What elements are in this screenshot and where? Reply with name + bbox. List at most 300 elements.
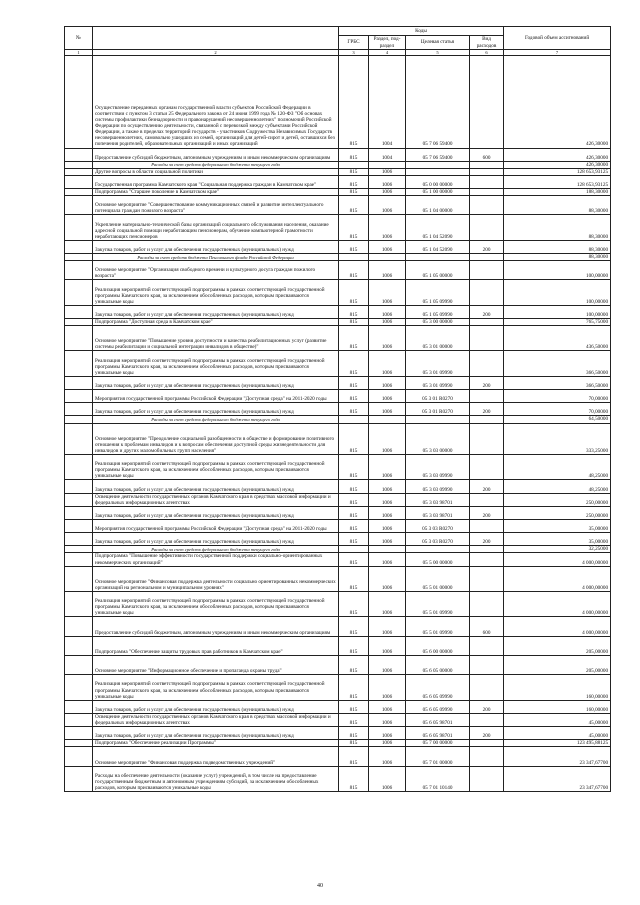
row-target-article bbox=[406, 546, 470, 553]
row-grbs: 815 bbox=[339, 189, 369, 196]
row-target-article: 05 3 03 09990 bbox=[406, 455, 470, 480]
row-description: Основное мероприятие "Совершенствование коммуникационных связей и развитие интеллектуального потенциала граждан пожилого возраста" bbox=[93, 196, 339, 215]
row-expense-type bbox=[470, 519, 504, 532]
table-row bbox=[65, 675, 611, 700]
row-section: 1006 bbox=[369, 351, 406, 376]
row-number-cell bbox=[65, 240, 93, 253]
row-grbs: 815 bbox=[339, 747, 369, 766]
row-grbs bbox=[339, 161, 369, 168]
row-target-article: 05 3 03 R0270 bbox=[406, 533, 470, 546]
row-expense-type bbox=[470, 553, 504, 566]
row-amount: 426,30000 bbox=[504, 56, 611, 149]
row-grbs: 815 bbox=[339, 261, 369, 280]
col-num-6: 6 bbox=[470, 50, 504, 56]
row-target-article bbox=[406, 416, 470, 423]
table-row bbox=[65, 553, 611, 566]
row-grbs: 815 bbox=[339, 175, 369, 188]
row-section bbox=[369, 546, 406, 553]
row-number-cell bbox=[65, 700, 93, 713]
row-amount: 48,25000 bbox=[504, 480, 611, 493]
row-description: Другие вопросы в области социальной политики bbox=[93, 168, 339, 175]
row-expense-type: 600 bbox=[470, 617, 504, 636]
row-description: Закупка товаров, работ и услуг для обеспечения государственных (муниципальных) нужд bbox=[93, 533, 339, 546]
row-number-cell bbox=[65, 148, 93, 161]
row-grbs: 815 bbox=[339, 480, 369, 493]
row-target-article: 05 7 06 59400 bbox=[406, 148, 470, 161]
row-description: Основное мероприятие "Информационное обеспечение и пропаганда охраны труда" bbox=[93, 656, 339, 675]
table-row bbox=[65, 423, 611, 455]
row-description: Закупка товаров, работ и услуг для обеспечения государственных (муниципальных) нужд bbox=[93, 727, 339, 740]
row-target-article: 05 7 00 00000 bbox=[406, 740, 470, 747]
row-target-article: 05 3 03 R0270 bbox=[406, 519, 470, 532]
row-amount: 88,30000 bbox=[504, 254, 611, 261]
row-number-cell bbox=[65, 713, 93, 726]
funding-note-row bbox=[65, 416, 611, 423]
row-grbs: 815 bbox=[339, 56, 369, 149]
row-amount: 188,30000 bbox=[504, 189, 611, 196]
row-section: 1006 bbox=[369, 656, 406, 675]
row-amount: 23 347,67700 bbox=[504, 766, 611, 791]
row-number-cell bbox=[65, 675, 93, 700]
row-expense-type bbox=[470, 566, 504, 591]
table-row bbox=[65, 240, 611, 253]
row-section: 1006 bbox=[369, 713, 406, 726]
row-grbs: 815 bbox=[339, 455, 369, 480]
row-description: Расходы за счет средств федерального бюджета текущего года bbox=[93, 161, 339, 168]
row-amount: 35,00000 bbox=[504, 533, 611, 546]
table-row bbox=[65, 215, 611, 240]
row-number-cell bbox=[65, 656, 93, 675]
row-expense-type: 200 bbox=[470, 700, 504, 713]
col-num-2: 2 bbox=[93, 50, 339, 56]
row-number-cell bbox=[65, 480, 93, 493]
row-description: Расходы за счет средств федерального бюджета текущего года bbox=[93, 416, 339, 423]
table-row bbox=[65, 455, 611, 480]
row-amount: 4 000,00000 bbox=[504, 553, 611, 566]
row-grbs bbox=[339, 546, 369, 553]
row-section: 1006 bbox=[369, 215, 406, 240]
row-grbs: 815 bbox=[339, 351, 369, 376]
col-num-3: 3 bbox=[339, 50, 369, 56]
row-expense-type: 200 bbox=[470, 727, 504, 740]
table-row bbox=[65, 148, 611, 161]
row-section: 1006 bbox=[369, 305, 406, 318]
row-number-cell bbox=[65, 254, 93, 261]
row-amount: 123 495,88125 bbox=[504, 740, 611, 747]
row-expense-type bbox=[470, 766, 504, 791]
row-expense-type bbox=[470, 261, 504, 280]
row-amount: 23 347,67700 bbox=[504, 747, 611, 766]
row-amount: 45,00000 bbox=[504, 727, 611, 740]
row-amount: 45,00000 bbox=[504, 713, 611, 726]
row-amount: 35,00000 bbox=[504, 519, 611, 532]
row-description: Подпрограмма "Обеспечение защиты трудовых прав работников в Камчатском крае" bbox=[93, 636, 339, 655]
row-expense-type: 200 bbox=[470, 376, 504, 389]
row-target-article: 05 3 01 R0270 bbox=[406, 390, 470, 403]
row-description: Государственная программа Камчатского края "Социальная поддержка граждан в Камчатском крае" bbox=[93, 175, 339, 188]
row-amount: 205,00000 bbox=[504, 656, 611, 675]
row-section: 1006 bbox=[369, 740, 406, 747]
row-description: Расходы за счет средств бюджета Пенсионного фонда Российской Федерации bbox=[93, 254, 339, 261]
row-target-article: 05 1 05 09990 bbox=[406, 305, 470, 318]
row-grbs: 815 bbox=[339, 553, 369, 566]
row-target-article: 05 3 01 R0270 bbox=[406, 403, 470, 416]
row-description: Реализация мероприятий соответствующей подпрограммы в рамках соответствующей государственной программы Камчатского края, за исключением обособленных расходов, которым присваиваются уникальные коды bbox=[93, 455, 339, 480]
row-grbs: 815 bbox=[339, 636, 369, 655]
row-amount: 4 000,00000 bbox=[504, 592, 611, 617]
row-description: Осуществление переданных органам государственной власти субъектов Российской Федерации в соответствии с пунктом 3 статьи 25 Федерального закона от 24 июня 1999 года № 120-ФЗ "Об основах системы профилактики безнадзорности и правонарушений несовершеннолетних" полномочий Российской Федерации по осуществлению деятельности, связанной с перевозкой между субъектами Российской Федерации, а также в пределах территорий государств - участников Содружества Независимых Государств несовершеннолетних, самовольно ушедших из семей, организаций для детей-сирот и детей, оставшихся без попечения родителей, образовательных организаций и иных организаций bbox=[93, 56, 339, 149]
row-expense-type bbox=[470, 168, 504, 175]
row-section: 1006 bbox=[369, 519, 406, 532]
row-section: 1006 bbox=[369, 480, 406, 493]
row-description: Подпрограмма "Повышение эффективности государственной поддержки социально-ориентированных некоммерческих организаций" bbox=[93, 553, 339, 566]
row-section: 1006 bbox=[369, 280, 406, 305]
row-section: 1006 bbox=[369, 727, 406, 740]
row-grbs: 815 bbox=[339, 423, 369, 455]
row-expense-type bbox=[470, 636, 504, 655]
col-amount-header: Годовой объем ассигнований bbox=[504, 27, 611, 50]
row-description: Реализация мероприятий соответствующей подпрограммы в рамках соответствующей государственной программы Камчатского края, за исключением обособленных расходов, которым присваиваются уникальные коды bbox=[93, 351, 339, 376]
row-amount: 250,00000 bbox=[504, 506, 611, 519]
row-expense-type bbox=[470, 390, 504, 403]
row-grbs: 815 bbox=[339, 326, 369, 351]
row-amount: 4 000,00000 bbox=[504, 617, 611, 636]
table-row bbox=[65, 168, 611, 175]
row-section: 1004 bbox=[369, 148, 406, 161]
row-description: Закупка товаров, работ и услуг для обеспечения государственных (муниципальных) нужд bbox=[93, 376, 339, 389]
table-row bbox=[65, 376, 611, 389]
row-grbs: 815 bbox=[339, 675, 369, 700]
row-number-cell bbox=[65, 519, 93, 532]
col-num-5: 5 bbox=[406, 50, 470, 56]
row-grbs: 815 bbox=[339, 766, 369, 791]
row-number-cell bbox=[65, 533, 93, 546]
row-target-article: 05 5 01 09990 bbox=[406, 592, 470, 617]
row-amount: 160,00000 bbox=[504, 700, 611, 713]
row-target-article: 05 3 03 98701 bbox=[406, 493, 470, 506]
row-amount: 48,25000 bbox=[504, 455, 611, 480]
row-description: Закупка товаров, работ и услуг для обеспечения государственных (муниципальных) нужд bbox=[93, 506, 339, 519]
table-row bbox=[65, 727, 611, 740]
row-target-article: 05 5 01 00000 bbox=[406, 566, 470, 591]
row-section: 1006 bbox=[369, 766, 406, 791]
row-expense-type bbox=[470, 455, 504, 480]
row-expense-type bbox=[470, 161, 504, 168]
row-expense-type bbox=[470, 319, 504, 326]
row-grbs: 815 bbox=[339, 533, 369, 546]
row-section: 1006 bbox=[369, 506, 406, 519]
row-section: 1006 bbox=[369, 592, 406, 617]
row-expense-type: 200 bbox=[470, 240, 504, 253]
row-description: Освещение деятельности государственных органов Камчатского края в средствах массовой информации и федеральных информационных агентствах bbox=[93, 493, 339, 506]
row-amount: 64,50000 bbox=[504, 416, 611, 423]
row-expense-type: 200 bbox=[470, 305, 504, 318]
row-target-article: 05 7 01 10140 bbox=[406, 766, 470, 791]
row-amount: 88,30000 bbox=[504, 196, 611, 215]
row-target-article: 05 7 06 59400 bbox=[406, 56, 470, 149]
row-grbs: 815 bbox=[339, 196, 369, 215]
table-body bbox=[65, 56, 611, 792]
row-section: 1006 bbox=[369, 376, 406, 389]
table-row bbox=[65, 280, 611, 305]
table-row bbox=[65, 617, 611, 636]
row-description: Закупка товаров, работ и услуг для обеспечения государственных (муниципальных) нужд bbox=[93, 700, 339, 713]
row-description: Основное мероприятие "Повышение уровня доступности и качества реабилитационных услуг (развитие системы реабилитации и социальной интеграции инвалидов в обществе)" bbox=[93, 326, 339, 351]
row-number-cell bbox=[65, 390, 93, 403]
row-expense-type bbox=[470, 326, 504, 351]
row-expense-type bbox=[470, 56, 504, 149]
row-number-cell bbox=[65, 727, 93, 740]
table-row bbox=[65, 175, 611, 188]
row-amount: 366,50000 bbox=[504, 351, 611, 376]
col-no-header: № bbox=[65, 27, 93, 50]
row-number-cell bbox=[65, 175, 93, 188]
row-target-article bbox=[406, 254, 470, 261]
row-amount: 4 000,00000 bbox=[504, 566, 611, 591]
row-amount: 426,30000 bbox=[504, 161, 611, 168]
row-grbs: 815 bbox=[339, 376, 369, 389]
row-grbs: 815 bbox=[339, 319, 369, 326]
row-number-cell bbox=[65, 261, 93, 280]
table-row bbox=[65, 636, 611, 655]
row-amount: 366,50000 bbox=[504, 376, 611, 389]
row-grbs bbox=[339, 416, 369, 423]
row-section: 1006 bbox=[369, 168, 406, 175]
row-amount: 250,00000 bbox=[504, 493, 611, 506]
table-row bbox=[65, 747, 611, 766]
row-grbs: 815 bbox=[339, 740, 369, 747]
row-grbs: 815 bbox=[339, 519, 369, 532]
table-row bbox=[65, 506, 611, 519]
row-description: Основное мероприятие "Организация свободного времени и культурного досуга граждан пожилого возраста" bbox=[93, 261, 339, 280]
row-amount: 70,00000 bbox=[504, 390, 611, 403]
row-amount: 88,30000 bbox=[504, 215, 611, 240]
row-expense-type bbox=[470, 351, 504, 376]
row-grbs: 815 bbox=[339, 656, 369, 675]
table-row bbox=[65, 713, 611, 726]
row-grbs: 815 bbox=[339, 713, 369, 726]
row-description: Расходы за счет средств федерального бюджета текущего года bbox=[93, 546, 339, 553]
row-expense-type bbox=[470, 546, 504, 553]
row-target-article: 05 6 05 09990 bbox=[406, 700, 470, 713]
row-target-article: 05 6 05 00000 bbox=[406, 656, 470, 675]
row-expense-type bbox=[470, 416, 504, 423]
page-number: 40 bbox=[317, 883, 323, 889]
table-row bbox=[65, 261, 611, 280]
row-grbs: 815 bbox=[339, 403, 369, 416]
row-number-cell bbox=[65, 351, 93, 376]
row-section: 1006 bbox=[369, 390, 406, 403]
row-section: 1006 bbox=[369, 403, 406, 416]
row-expense-type: 600 bbox=[470, 148, 504, 161]
table-row bbox=[65, 700, 611, 713]
row-expense-type bbox=[470, 254, 504, 261]
table-row bbox=[65, 305, 611, 318]
row-description: Основное мероприятие "Финансовая поддержка подведомственных учреждений" bbox=[93, 747, 339, 766]
row-section: 1006 bbox=[369, 196, 406, 215]
row-section bbox=[369, 161, 406, 168]
row-grbs bbox=[339, 254, 369, 261]
row-description: Закупка товаров, работ и услуг для обеспечения государственных (муниципальных) нужд bbox=[93, 240, 339, 253]
row-section: 1006 bbox=[369, 455, 406, 480]
row-target-article: 05 1 05 00000 bbox=[406, 261, 470, 280]
row-expense-type bbox=[470, 215, 504, 240]
row-target-article: 05 1 04 00000 bbox=[406, 196, 470, 215]
row-description: Подпрограмма "Обеспечение реализации Программы" bbox=[93, 740, 339, 747]
row-number-cell bbox=[65, 423, 93, 455]
row-grbs: 815 bbox=[339, 566, 369, 591]
row-expense-type bbox=[470, 740, 504, 747]
funding-note-row bbox=[65, 161, 611, 168]
row-number-cell bbox=[65, 416, 93, 423]
row-number-cell bbox=[65, 215, 93, 240]
row-expense-type bbox=[470, 675, 504, 700]
row-target-article: 05 6 05 98701 bbox=[406, 713, 470, 726]
table-row bbox=[65, 326, 611, 351]
row-target-article: 05 3 01 09990 bbox=[406, 376, 470, 389]
row-description: Реализация мероприятий соответствующей подпрограммы в рамках соответствующей государственной программы Камчатского края, за исключением обособленных расходов, которым присваиваются уникальные коды bbox=[93, 592, 339, 617]
table-row bbox=[65, 189, 611, 196]
row-expense-type bbox=[470, 175, 504, 188]
col-section-header: Раздел, под-раздел bbox=[369, 36, 406, 50]
table-row bbox=[65, 351, 611, 376]
row-amount: 436,50000 bbox=[504, 326, 611, 351]
row-expense-type bbox=[470, 592, 504, 617]
row-target-article: 05 3 03 09990 bbox=[406, 480, 470, 493]
row-expense-type bbox=[470, 189, 504, 196]
row-target-article: 05 3 03 00000 bbox=[406, 423, 470, 455]
row-grbs: 815 bbox=[339, 148, 369, 161]
funding-note-row bbox=[65, 254, 611, 261]
row-number-cell bbox=[65, 747, 93, 766]
row-grbs: 815 bbox=[339, 592, 369, 617]
col-num-7: 7 bbox=[504, 50, 611, 56]
table-row bbox=[65, 403, 611, 416]
row-number-cell bbox=[65, 617, 93, 636]
table-row bbox=[65, 196, 611, 215]
row-amount: 128 653,93125 bbox=[504, 168, 611, 175]
row-target-article: 05 6 05 98701 bbox=[406, 727, 470, 740]
row-description: Освещение деятельности государственных органов Камчатского края в средствах массовой информации и федеральных информационных агентствах bbox=[93, 713, 339, 726]
row-description: Закупка товаров, работ и услуг для обеспечения государственных (муниципальных) нужд bbox=[93, 480, 339, 493]
row-target-article: 05 3 01 09990 bbox=[406, 351, 470, 376]
row-number-cell bbox=[65, 196, 93, 215]
row-number-cell bbox=[65, 161, 93, 168]
row-section: 1006 bbox=[369, 566, 406, 591]
row-target-article: 05 6 05 09990 bbox=[406, 675, 470, 700]
row-grbs: 815 bbox=[339, 390, 369, 403]
row-expense-type bbox=[470, 493, 504, 506]
row-section: 1006 bbox=[369, 240, 406, 253]
row-number-cell bbox=[65, 636, 93, 655]
row-target-article: 05 7 01 00000 bbox=[406, 747, 470, 766]
row-grbs: 815 bbox=[339, 240, 369, 253]
row-description: Укрепление материально-технической базы организаций социального обслуживания населения, оказание адресной социальной помощи неработающим пенсионерам, обучение компьютерной грамотности неработающих пенсионеров bbox=[93, 215, 339, 240]
col-target-header: Целевая статья bbox=[406, 36, 470, 50]
row-section: 1006 bbox=[369, 493, 406, 506]
row-number-cell bbox=[65, 305, 93, 318]
table-row bbox=[65, 390, 611, 403]
row-expense-type: 200 bbox=[470, 533, 504, 546]
row-number-cell bbox=[65, 546, 93, 553]
table-row bbox=[65, 740, 611, 747]
row-number-cell bbox=[65, 189, 93, 196]
row-number-cell bbox=[65, 319, 93, 326]
row-amount: 333,25000 bbox=[504, 423, 611, 455]
row-target-article: 05 6 00 00000 bbox=[406, 636, 470, 655]
row-number-cell bbox=[65, 455, 93, 480]
row-number-cell bbox=[65, 506, 93, 519]
row-amount: 128 653,93125 bbox=[504, 175, 611, 188]
row-amount: 100,00000 bbox=[504, 305, 611, 318]
row-amount: 70,00000 bbox=[504, 403, 611, 416]
row-number-cell bbox=[65, 403, 93, 416]
row-section: 1006 bbox=[369, 319, 406, 326]
row-section: 1006 bbox=[369, 553, 406, 566]
row-number-cell bbox=[65, 566, 93, 591]
row-section: 1006 bbox=[369, 326, 406, 351]
row-amount: 205,00000 bbox=[504, 636, 611, 655]
row-description: Реализация мероприятий соответствующей подпрограммы в рамках соответствующей государственной программы Камчатского края, за исключением обособленных расходов, которым присваиваются уникальные коды bbox=[93, 675, 339, 700]
funding-note-row bbox=[65, 546, 611, 553]
row-target-article: 05 1 05 09990 bbox=[406, 280, 470, 305]
row-target-article: 05 1 00 00000 bbox=[406, 189, 470, 196]
row-amount: 100,00000 bbox=[504, 280, 611, 305]
row-expense-type: 200 bbox=[470, 480, 504, 493]
row-expense-type bbox=[470, 713, 504, 726]
row-grbs: 815 bbox=[339, 493, 369, 506]
row-number-cell bbox=[65, 280, 93, 305]
table-row bbox=[65, 480, 611, 493]
table-row bbox=[65, 592, 611, 617]
row-amount: 88,30000 bbox=[504, 240, 611, 253]
row-target-article: 05 3 00 00000 bbox=[406, 319, 470, 326]
table-row bbox=[65, 56, 611, 149]
col-num-1: 1 bbox=[65, 50, 93, 56]
row-section: 1006 bbox=[369, 175, 406, 188]
col-num-4: 4 bbox=[369, 50, 406, 56]
row-section: 1006 bbox=[369, 189, 406, 196]
row-number-cell bbox=[65, 493, 93, 506]
row-section: 1006 bbox=[369, 747, 406, 766]
row-target-article: 05 1 04 52090 bbox=[406, 215, 470, 240]
table-row bbox=[65, 533, 611, 546]
row-section: 1006 bbox=[369, 675, 406, 700]
row-amount: 100,00000 bbox=[504, 261, 611, 280]
row-description: Подпрограмма "Старшее поколение в Камчатском крае" bbox=[93, 189, 339, 196]
row-target-article: 05 5 00 00000 bbox=[406, 553, 470, 566]
table-row bbox=[65, 656, 611, 675]
row-description: Мероприятия государственной программы Российской Федерации "Доступная среда" на 2011-2020 годы bbox=[93, 390, 339, 403]
table-row bbox=[65, 566, 611, 591]
row-grbs: 815 bbox=[339, 617, 369, 636]
row-description: Расходы на обеспечение деятельности (оказание услуг) учреждений, в том числе на предоставление государственным бюджетным и автономным учреждениям субсидий, за исключением обособленных расходов, которым присваиваются уникальные коды bbox=[93, 766, 339, 791]
row-number-cell bbox=[65, 326, 93, 351]
row-target-article bbox=[406, 161, 470, 168]
row-description: Мероприятия государственной программы Российской Федерации "Доступная среда" на 2011-2020 годы bbox=[93, 519, 339, 532]
row-expense-type: 200 bbox=[470, 506, 504, 519]
row-description: Реализация мероприятий соответствующей подпрограммы в рамках соответствующей государственной программы Камчатского края, за исключением обособленных расходов, которым присваиваются уникальные коды bbox=[93, 280, 339, 305]
row-grbs: 815 bbox=[339, 168, 369, 175]
row-section: 1006 bbox=[369, 423, 406, 455]
row-section: 1006 bbox=[369, 636, 406, 655]
table-row bbox=[65, 519, 611, 532]
row-section: 1004 bbox=[369, 56, 406, 149]
table-row bbox=[65, 319, 611, 326]
row-section bbox=[369, 416, 406, 423]
row-amount: 160,00000 bbox=[504, 675, 611, 700]
row-expense-type bbox=[470, 423, 504, 455]
